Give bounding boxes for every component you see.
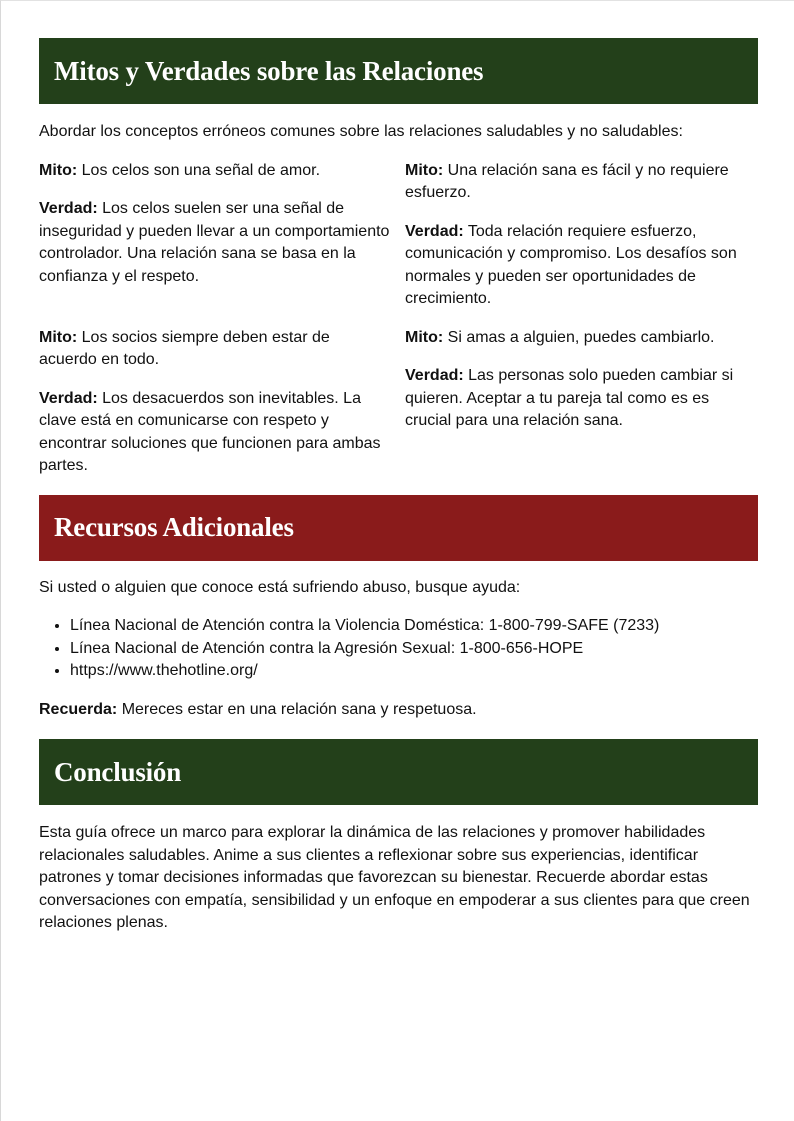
truth-statement bbox=[405, 365, 758, 433]
myth-statement bbox=[405, 327, 758, 350]
reminder-label: Recuerda: bbox=[39, 700, 118, 718]
myth-card bbox=[39, 160, 392, 311]
page-content bbox=[39, 38, 758, 935]
truth-label: Verdad: bbox=[39, 200, 98, 217]
myth-text: Una relación sana es fácil y no requiere esfuerzo. bbox=[405, 161, 729, 201]
truth-statement bbox=[39, 388, 392, 478]
reminder bbox=[39, 699, 758, 722]
resources-section-header bbox=[39, 495, 758, 561]
resources-section-title: Recursos Adicionales bbox=[54, 512, 294, 542]
myths-section-title: Mitos y Verdades sobre las Relaciones bbox=[54, 55, 484, 86]
myth-statement bbox=[39, 327, 392, 372]
truth-text: Los desacuerdos son inevitables. La clave está en comunicarse con respeto y encontrar soluciones que funcionen para ambas partes. bbox=[39, 389, 381, 474]
truth-label: Verdad: bbox=[405, 367, 464, 384]
resource-item: • Línea Nacional de Atención contra la Violencia Doméstica: 1-800-799-SAFE (7233) bbox=[70, 615, 758, 638]
truth-text: Las personas solo pueden cambiar si quieren. Aceptar a tu pareja tal como es es crucial para una relación sana. bbox=[405, 367, 734, 429]
myths-section-header bbox=[39, 38, 758, 104]
myth-label: Mito: bbox=[405, 161, 444, 179]
conclusion-text: Esta guía ofrece un marco para explorar la dinámica de las relaciones y promover habilidades relacionales saludables. Anime a sus clientes a reflexionar sobre sus experiencias, identificar patrones y tomar decisiones informadas que favorezcan su bienestar. Recuerde abordar estas conversaciones con empatía, sensibilidad y un enfoque en empoderar a sus clientes para que creen relaciones plenas. bbox=[39, 824, 750, 931]
resource-link[interactable]: • https://www.thehotline.org/ bbox=[70, 660, 758, 683]
myth-text: Si amas a alguien, puedes cambiarlo. bbox=[443, 328, 715, 346]
truth-label: Verdad: bbox=[405, 222, 464, 240]
truth-statement bbox=[405, 221, 758, 311]
myths-grid bbox=[39, 160, 758, 478]
myth-text: Los celos son una señal de amor. bbox=[77, 161, 321, 179]
myth-label: Mito: bbox=[405, 328, 444, 346]
truth-text: Toda relación requiere esfuerzo, comunicación y compromiso. Los desafíos son normales y pueden ser oportunidades de crecimiento. bbox=[405, 222, 737, 307]
truth-text: Los celos suelen ser una señal de inseguridad y pueden llevar a un comportamiento controlador. Una relación sana se basa en la confianza y el respeto. bbox=[39, 200, 390, 285]
myths-intro: Abordar los conceptos erróneos comunes sobre las relaciones saludables y no saludables: bbox=[39, 123, 683, 140]
reminder-text: Mereces estar en una relación sana y respetuosa. bbox=[117, 700, 477, 718]
myth-statement bbox=[405, 160, 758, 205]
truth-label: Verdad: bbox=[39, 389, 98, 407]
resource-item: • Línea Nacional de Atención contra la Agresión Sexual: 1-800-656-HOPE bbox=[70, 638, 758, 661]
myth-text: Los socios siempre deben estar de acuerdo en todo. bbox=[39, 328, 330, 368]
myth-card bbox=[405, 160, 758, 311]
myth-label: Mito: bbox=[39, 328, 78, 346]
myth-label: Mito: bbox=[39, 161, 78, 179]
myth-card bbox=[39, 327, 392, 478]
conclusion-section-header bbox=[39, 739, 758, 805]
conclusion-section-title: Conclusión bbox=[54, 756, 182, 787]
truth-statement bbox=[39, 198, 392, 288]
myth-card bbox=[405, 327, 758, 478]
resources-list bbox=[39, 615, 758, 683]
myth-statement bbox=[39, 160, 392, 183]
resources-intro: Si usted o alguien que conoce está sufriendo abuso, busque ayuda: bbox=[39, 578, 521, 596]
